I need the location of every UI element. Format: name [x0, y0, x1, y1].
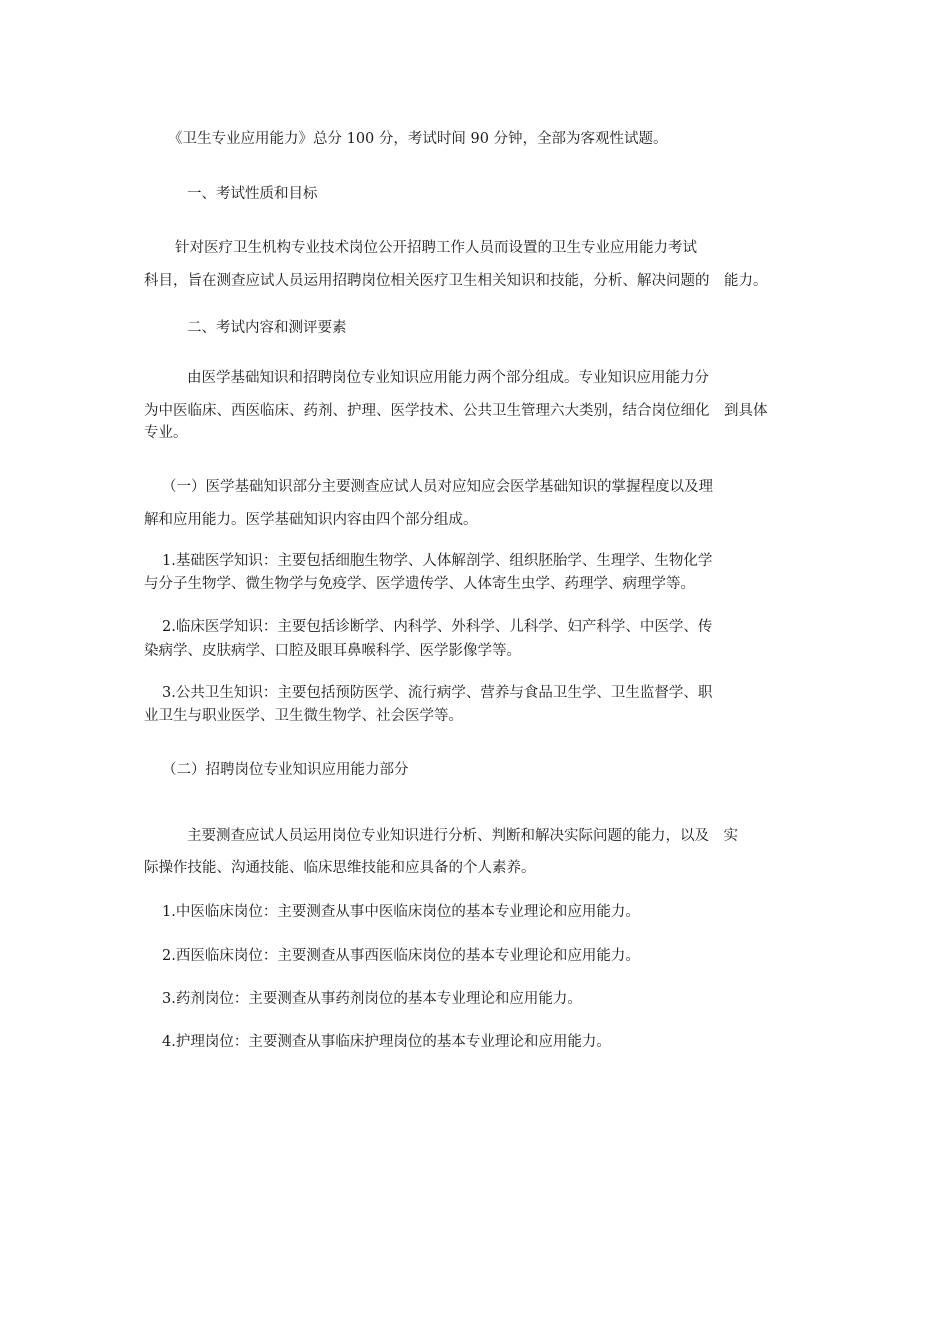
section2-paragraph-line: 专业。 — [144, 425, 188, 441]
intro-text: 《卫生专业应用能力》总分 100 分，考试时间 90 分钟，全部为客观性试题。 — [168, 131, 668, 147]
section2-paragraph-line: 由医学基础知识和招聘岗位专业知识应用能力两个部分组成。专业知识应用能力分 — [187, 370, 709, 386]
part1-heading-line: 解和应用能力。医学基础知识内容由四个部分组成。 — [144, 512, 478, 528]
part2-item: 4.护理岗位：主要测查从事临床护理岗位的基本专业理论和应用能力。 — [162, 1034, 611, 1050]
part2-item: 3.药剂岗位：主要测查从事药剂岗位的基本专业理论和应用能力。 — [162, 991, 582, 1007]
part1-heading-line: （一）医学基础知识部分主要测查应试人员对应知应会医学基础知识的掌握程度以及理 — [162, 479, 713, 495]
part1-item-line: 业卫生与职业医学、卫生微生物学、社会医学等。 — [144, 708, 463, 724]
section1-paragraph-line: 针对医疗卫生机构专业技术岗位公开招聘工作人员而设置的卫生专业应用能力考试 — [175, 240, 697, 256]
section1-heading: 一、考试性质和目标 — [187, 186, 318, 202]
part1-item-line: 与分子生物学、微生物学与免疫学、医学遗传学、人体寄生虫学、药理学、病理学等。 — [144, 576, 695, 592]
part1-item-line: 2.临床医学知识：主要包括诊断学、内科学、外科学、儿科学、妇产科学、中医学、传 — [162, 619, 713, 635]
part1-item-line: 1.基础医学知识：主要包括细胞生物学、人体解剖学、组织胚胎学、生理学、生物化学 — [162, 553, 713, 569]
section1-paragraph-line: 科目，旨在测查应试人员运用招聘岗位相关医疗卫生相关知识和技能，分析、解决问题的 能力。 — [144, 273, 768, 289]
part2-item: 1.中医临床岗位：主要测查从事中医临床岗位的基本专业理论和应用能力。 — [162, 904, 640, 920]
part2-paragraph-line: 际操作技能、沟通技能、临床思维技能和应具备的个人素养。 — [144, 860, 536, 876]
part2-item: 2.西医临床岗位：主要测查从事西医临床岗位的基本专业理论和应用能力。 — [162, 948, 640, 964]
part1-item-line: 染病学、皮肤病学、口腔及眼耳鼻喉科学、医学影像学等。 — [144, 643, 521, 659]
section2-paragraph-line: 为中医临床、西医临床、药剂、护理、医学技术、公共卫生管理六大类别，结合岗位细化 到具体 — [144, 403, 768, 419]
section2-heading: 二、考试内容和测评要素 — [187, 320, 347, 336]
part2-paragraph-line: 主要测查应试人员运用岗位专业知识进行分析、判断和解决实际问题的能力，以及 实 — [187, 828, 738, 844]
part2-heading: （二）招聘岗位专业知识应用能力部分 — [162, 762, 409, 778]
part1-item-line: 3.公共卫生知识：主要包括预防医学、流行病学、营养与食品卫生学、卫生监督学、职 — [162, 685, 713, 701]
